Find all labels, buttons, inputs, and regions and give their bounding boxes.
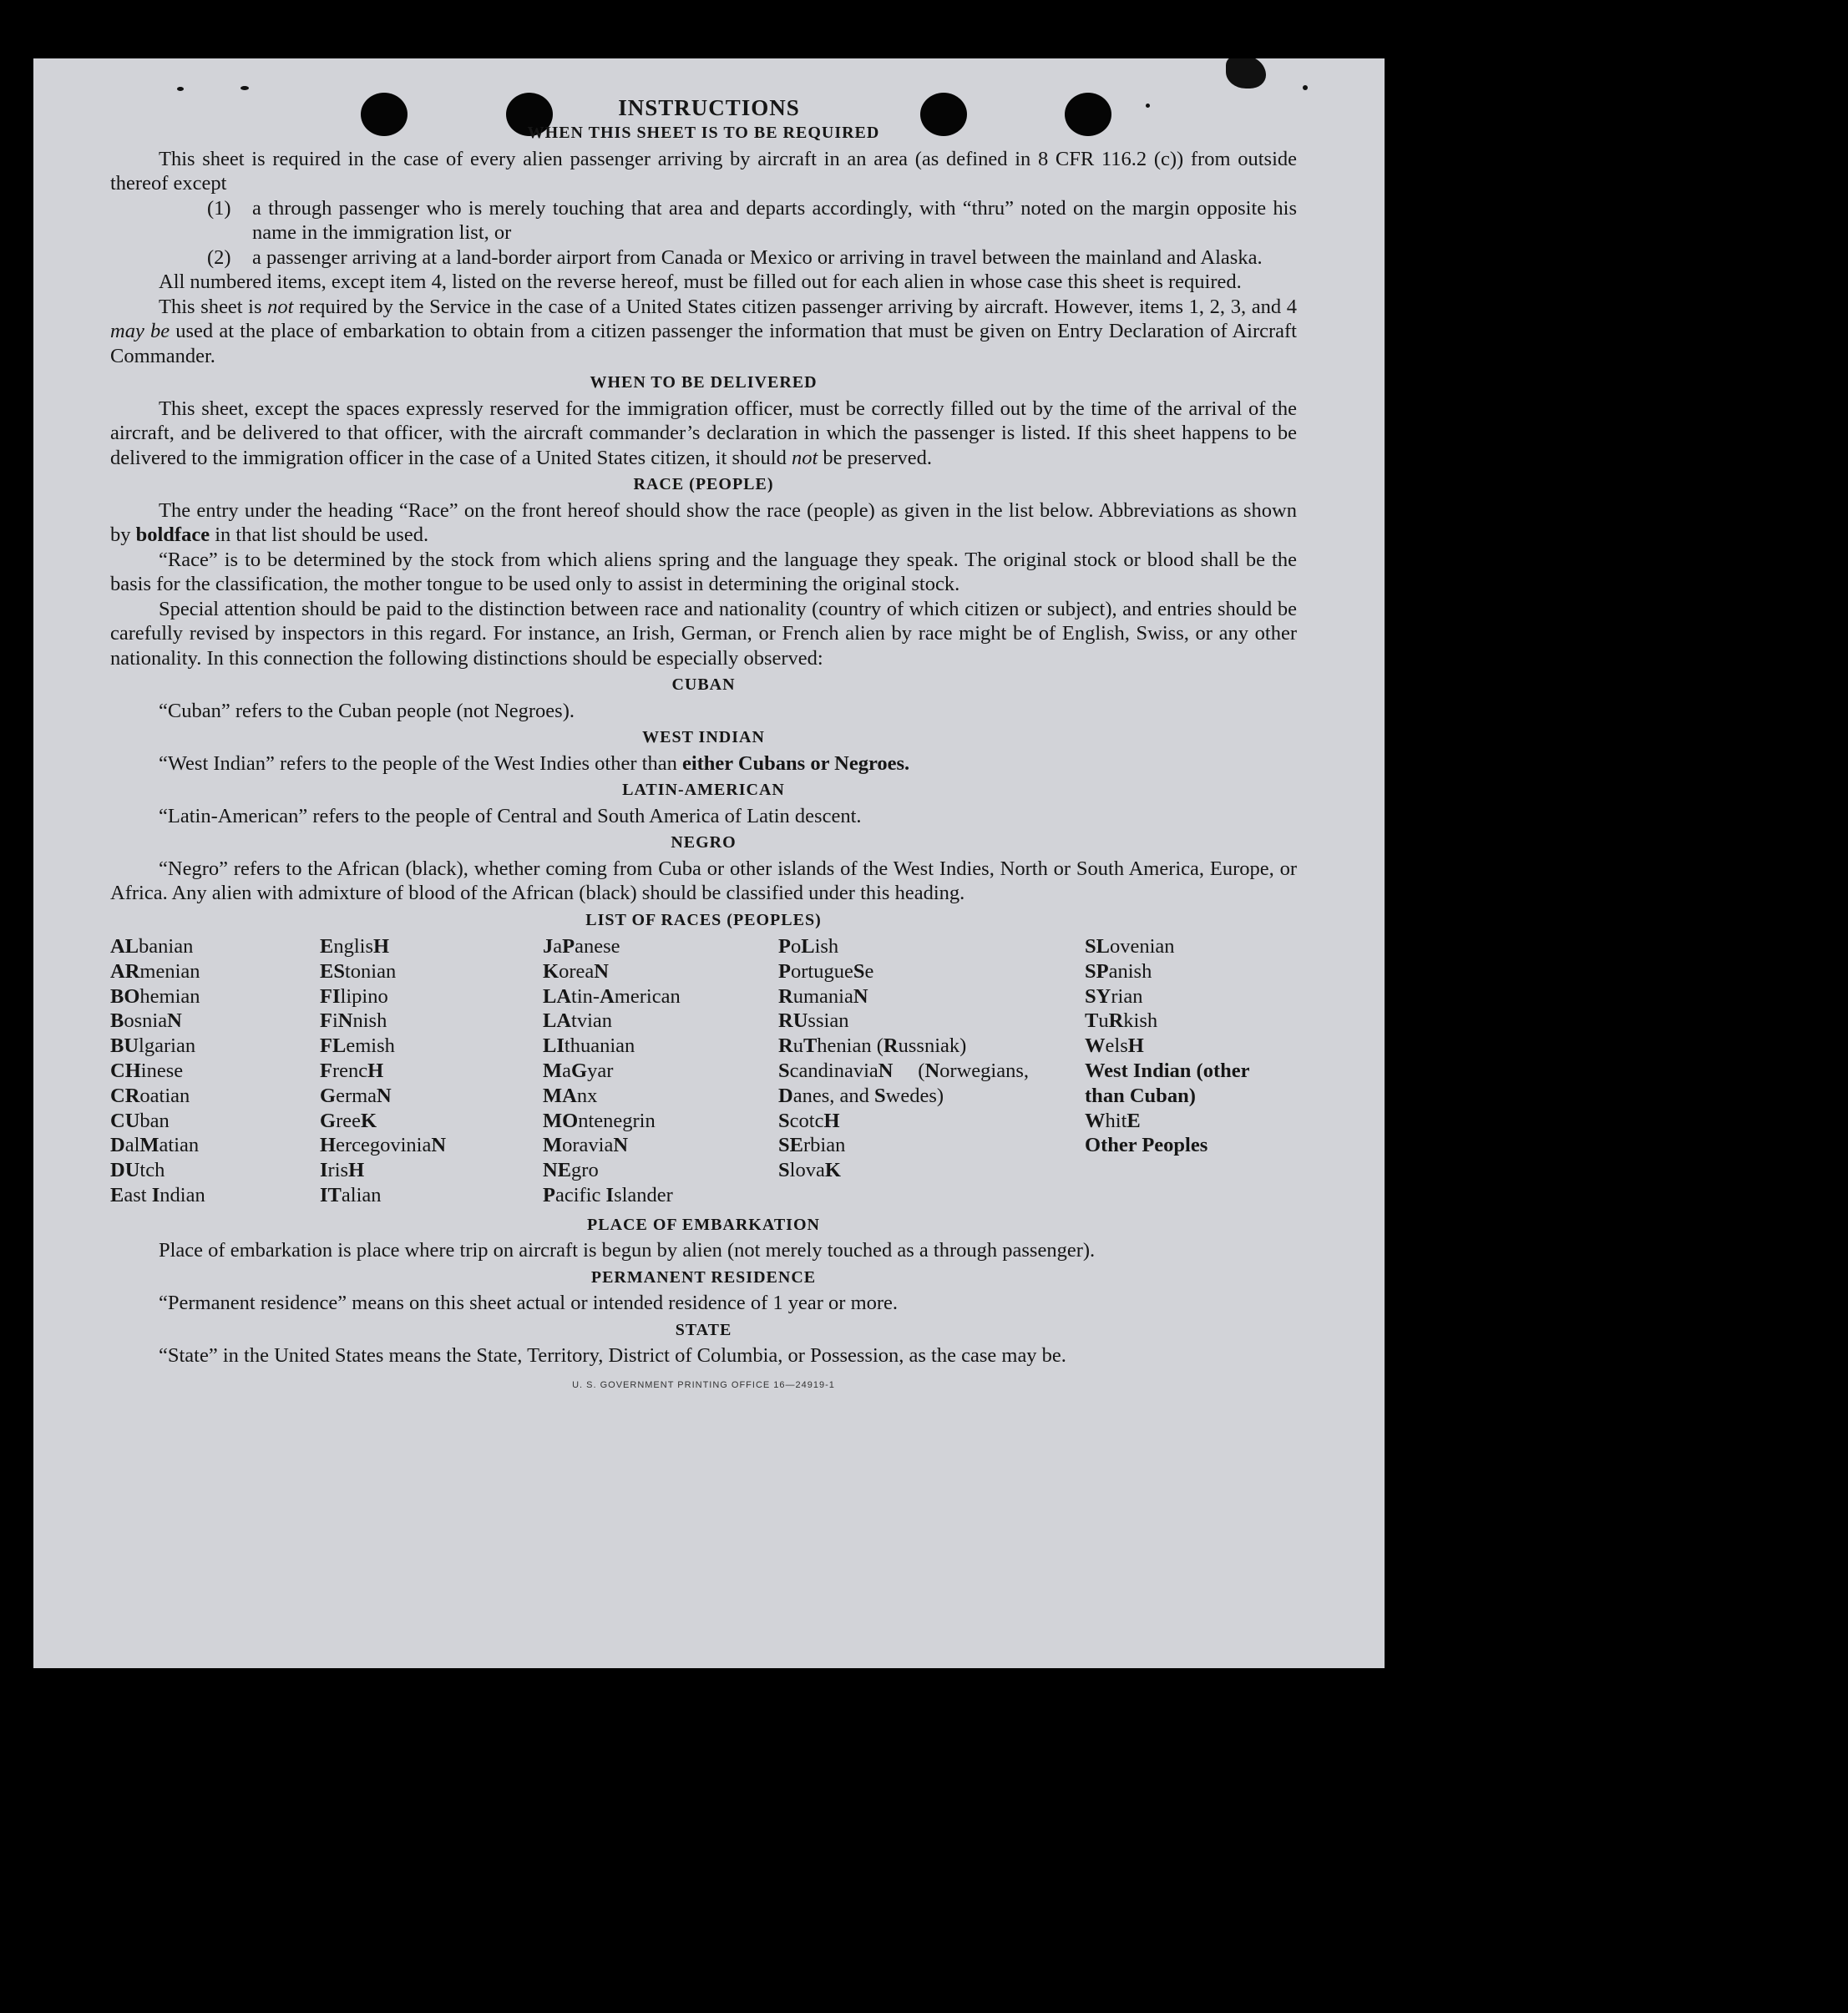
abbrev-letter: E	[110, 1183, 124, 1206]
abbrev-letter: H	[348, 1159, 365, 1182]
abbrev-letter: S	[874, 1084, 886, 1107]
race-entry: PoLish	[778, 935, 839, 958]
abbrev-letter: U	[124, 1159, 140, 1182]
abbrev-letter: E	[789, 1134, 803, 1157]
section-heading: LIST OF RACES (PEOPLES)	[585, 910, 822, 929]
abbrev-letter: U	[792, 1009, 808, 1033]
abbrev-letter: R	[124, 959, 140, 983]
race-entry: MaGyar	[543, 1059, 614, 1082]
race-entry: LIthuanian	[543, 1034, 635, 1058]
tear-mark	[1226, 58, 1266, 89]
abbrev-letter: S	[778, 1134, 790, 1157]
abbrev-letter: N	[853, 984, 868, 1008]
race-entry: East Indian	[110, 1183, 205, 1206]
text-run: in that list should be used.	[210, 523, 429, 546]
races-column	[543, 934, 778, 1208]
abbrev-letter: P	[778, 959, 791, 983]
race-entry: EnglisH	[320, 935, 390, 958]
text-run: The entry under the heading “Race” on the front hereof should show the race (people) as given in the list below. Abbreviations as shown by	[110, 498, 1297, 546]
paragraph	[110, 295, 1297, 369]
race-entry: West Indian (other than Cuban)	[1085, 1059, 1250, 1107]
race-entry: FiNnish	[320, 1009, 387, 1033]
abbrev-letter: A	[110, 935, 125, 958]
bold-run: either Cubans or Negroes.	[681, 751, 910, 775]
race-entry: SPanish	[1085, 959, 1152, 983]
race-entry: WhitE	[1085, 1109, 1141, 1132]
race-entry: FIlipino	[320, 984, 388, 1008]
paragraph	[110, 397, 1297, 471]
abbrev-letter: L	[124, 935, 139, 958]
section-heading: PLACE OF EMBARKATION	[587, 1215, 820, 1234]
paragraph	[110, 751, 1297, 776]
abbrev-letter: H	[1127, 1034, 1144, 1058]
race-entry: SYrian	[1085, 984, 1143, 1008]
race-entry: ITalian	[320, 1183, 382, 1206]
abbrev-letter: C	[1129, 1084, 1145, 1107]
section-heading: WEST INDIAN	[642, 728, 765, 746]
abbrev-letter: S	[1085, 959, 1096, 983]
race-entry: MAnx	[543, 1084, 598, 1107]
abbrev-letter: N	[878, 1059, 894, 1082]
race-entry: PortugueSe	[778, 959, 874, 983]
race-entry: IrisH	[320, 1159, 365, 1182]
race-entry: MOntenegrin	[543, 1109, 656, 1132]
section-heading: RACE (PEOPLE)	[633, 475, 774, 493]
abbrev-letter: C	[110, 1109, 125, 1132]
section-heading: WHEN THIS SHEET IS TO BE REQUIRED	[527, 124, 880, 142]
abbrev-letter: S	[333, 959, 345, 983]
abbrev-letter: R	[883, 1034, 899, 1058]
race-entry: SlovaK	[778, 1159, 841, 1182]
abbrev-letter: P	[562, 935, 575, 958]
abbrev-letter: D	[778, 1084, 793, 1107]
abbrev-letter: U	[124, 1034, 139, 1058]
abbrev-letter: D	[110, 1159, 125, 1182]
abbrev-letter: S	[853, 959, 865, 983]
exception-item	[110, 196, 1297, 245]
race-entry: KoreaN	[543, 959, 609, 983]
abbrev-letter: N	[594, 959, 609, 983]
abbrev-letter: N	[167, 1009, 182, 1033]
abbrev-letter: R	[124, 1084, 140, 1107]
abbrev-letter: P	[1096, 959, 1109, 983]
race-entry: LAtvian	[543, 1009, 613, 1033]
race-entry: ARmenian	[110, 959, 200, 983]
abbrev-letter: S	[778, 1059, 790, 1082]
page-title: INSTRUCTIONS	[618, 95, 800, 120]
paragraph	[110, 498, 1297, 548]
abbrev-letter: R	[1108, 1009, 1124, 1033]
race-entry: SLovenian	[1085, 935, 1175, 958]
race-entry: Other Peoples	[1085, 1134, 1208, 1157]
section-heading: WHEN TO BE DELIVERED	[590, 373, 818, 392]
section-heading: CUBAN	[671, 675, 736, 694]
section-heading: PERMANENT RESIDENCE	[590, 1267, 817, 1287]
text-run: required by the Service in the case of a United States citizen passenger arriving by aircraft. However, items 1, 2, 3, and 4	[293, 295, 1297, 318]
emphasis: may be	[110, 320, 170, 342]
abbrev-letter: A	[110, 959, 125, 983]
abbrev-letter: F	[320, 1009, 332, 1033]
abbrev-letter: I	[151, 1183, 160, 1206]
abbrev-letter: A	[556, 1009, 572, 1033]
race-entry: NEgro	[543, 1159, 599, 1182]
text-run: used at the place of embarkation to obtain from a citizen passenger the information that must be given on Entry Declaration of Aircraft Commander.	[110, 320, 1297, 367]
race-entry: JaPanese	[543, 935, 620, 958]
races-column	[320, 934, 543, 1208]
section-heading: NEGRO	[671, 833, 737, 852]
abbrev-letter: T	[1085, 1009, 1099, 1033]
exception-item	[110, 245, 1297, 271]
race-entry: BUlgarian	[110, 1034, 196, 1058]
abbrev-letter: C	[110, 1084, 125, 1107]
race-entry: GermaN	[320, 1084, 392, 1107]
races-column	[110, 934, 320, 1208]
abbrev-letter: O	[562, 1109, 579, 1132]
abbrev-letter: G	[320, 1084, 337, 1107]
abbrev-letter: M	[543, 1134, 563, 1157]
bold-word: boldface	[135, 523, 210, 546]
printer-imprint: U. S. GOVERNMENT PRINTING OFFICE 16—24919-1	[572, 1379, 835, 1390]
text-run: “West Indian” refers to the people of the West Indies other than	[159, 751, 682, 775]
race-entry: ScandinaviaN (Norwegians, Danes, and Swedes)	[778, 1059, 1029, 1107]
abbrev-letter: N	[431, 1134, 447, 1157]
race-entry: BosniaN	[110, 1009, 182, 1033]
race-entry: RumaniaN	[778, 984, 868, 1008]
abbrev-letter: N	[337, 1009, 353, 1033]
text-run: be preserved.	[818, 446, 933, 469]
abbrev-letter: H	[823, 1109, 840, 1132]
paragraph: “Race” is to be determined by the stock from which aliens spring and the language they speak. The original stock or blood shall be the basis for the classification, the mother tongue to be used only to assist in determining the original stock.	[110, 548, 1297, 595]
abbrev-letter: U	[124, 1109, 140, 1132]
abbrev-letter: M	[543, 1059, 563, 1082]
abbrev-letter: R	[778, 1034, 793, 1058]
item-number: (2)	[207, 245, 231, 269]
abbrev-letter: H	[373, 935, 390, 958]
race-entry: LAtin-American	[543, 984, 681, 1008]
paragraph: “Latin-American” refers to the people of Central and South America of Latin descent.	[159, 804, 862, 827]
paragraph: All numbered items, except item 4, listed on the reverse hereof, must be filled out for each alien in whose case this sheet is required.	[159, 271, 1242, 293]
abbrev-letter: I	[332, 984, 341, 1008]
abbrev-letter: W	[1085, 1059, 1105, 1082]
race-entry: MoraviaN	[543, 1134, 629, 1157]
abbrev-letter: S	[778, 1159, 790, 1182]
abbrev-letter: A	[562, 1084, 577, 1107]
abbrev-letter: P	[778, 935, 791, 958]
paragraph: This sheet is required in the case of every alien passenger arriving by aircraft in an area (as defined in 8 CFR 116.2 (c)) from outside thereof except	[110, 147, 1297, 195]
abbrev-letter: J	[543, 935, 554, 958]
abbrev-letter: I	[1132, 1059, 1142, 1082]
abbrev-letter: T	[802, 1034, 818, 1058]
abbrev-letter: E	[557, 1159, 572, 1182]
race-entry: FLemish	[320, 1034, 395, 1058]
race-entry: EStonian	[320, 959, 397, 983]
abbrev-letter: E	[1127, 1109, 1141, 1132]
abbrev-letter: F	[320, 1059, 332, 1082]
abbrev-letter: M	[543, 1084, 563, 1107]
abbrev-letter: H	[124, 1059, 141, 1082]
race-entry: DalMatian	[110, 1134, 200, 1157]
abbrev-letter: N	[377, 1084, 392, 1107]
race-entry: CUban	[110, 1109, 170, 1132]
race-entry: CRoatian	[110, 1084, 190, 1107]
abbrev-letter: I	[320, 1159, 328, 1182]
abbrev-letter: A	[556, 984, 572, 1008]
emphasis: not	[267, 295, 294, 318]
races-column	[1085, 934, 1297, 1208]
abbrev-letter: S	[778, 1109, 790, 1132]
abbrev-letter: B	[110, 984, 124, 1008]
paragraph: “Permanent residence” means on this sheet actual or intended residence of 1 year or more.	[159, 1292, 899, 1315]
race-entry: TuRkish	[1085, 1009, 1158, 1033]
race-entry: CHinese	[110, 1059, 184, 1082]
item-number: (1)	[207, 196, 231, 220]
abbrev-letter: K	[360, 1109, 377, 1132]
abbrev-letter: I	[556, 1034, 565, 1058]
abbrev-letter: M	[139, 1134, 159, 1157]
abbrev-letter: F	[320, 1034, 332, 1058]
emphasis: not	[791, 446, 818, 469]
paragraph: “Negro” refers to the African (black), whether coming from Cuba or other islands of the West Indies, North or South America, Europe, or Africa. Any alien with admixture of blood of the African (black) should be classified under this heading.	[110, 857, 1297, 904]
race-entry: RUssian	[778, 1009, 849, 1033]
abbrev-letter: R	[778, 1009, 793, 1033]
race-entry: FrencH	[320, 1059, 384, 1082]
race-entry: GreeK	[320, 1109, 377, 1132]
abbrev-letter: W	[1085, 1109, 1106, 1132]
abbrev-letter: S	[1085, 984, 1096, 1008]
paragraph: “State” in the United States means the State, Territory, District of Columbia, or Possession, as the case may be.	[159, 1344, 1066, 1368]
abbrev-letter: I	[320, 1183, 328, 1206]
speck	[1303, 85, 1308, 90]
abbrev-letter: E	[320, 935, 334, 958]
abbrev-letter: K	[824, 1159, 841, 1182]
abbrev-letter: K	[543, 959, 559, 983]
abbrev-letter: B	[110, 1034, 124, 1058]
document-sheet	[33, 58, 1385, 1668]
abbrev-letter: Y	[1096, 984, 1111, 1008]
race-entry: HercegoviniaN	[320, 1134, 447, 1157]
abbrev-letter: G	[320, 1109, 337, 1132]
abbrev-letter: A	[600, 984, 615, 1008]
abbrev-letter: L	[543, 1034, 557, 1058]
abbrev-letter: L	[332, 1034, 347, 1058]
abbrev-letter: F	[320, 984, 332, 1008]
abbrev-letter: H	[320, 1134, 337, 1157]
abbrev-letter: H	[367, 1059, 384, 1082]
abbrev-letter: N	[543, 1159, 558, 1182]
abbrev-letter: E	[320, 959, 334, 983]
race-entry: SErbian	[778, 1134, 846, 1157]
section-heading: LATIN-AMERICAN	[622, 781, 785, 799]
abbrev-letter: D	[110, 1134, 125, 1157]
item-text: a through passenger who is merely touching that area and departs accordingly, with “thru” noted on the margin opposite his name in the immigration list, or	[252, 196, 1297, 244]
race-entry: DUtch	[110, 1159, 165, 1182]
text-run: This sheet is	[159, 295, 268, 318]
abbrev-letter: P	[1142, 1134, 1155, 1157]
abbrev-letter: P	[543, 1183, 555, 1206]
races-column	[778, 934, 1085, 1208]
abbrev-letter: T	[327, 1183, 342, 1206]
abbrev-letter: C	[110, 1059, 125, 1082]
abbrev-letter: I	[605, 1183, 615, 1206]
race-entry: RuThenian (Russniak)	[778, 1034, 967, 1058]
speck	[240, 86, 249, 90]
abbrev-letter: L	[801, 935, 815, 958]
abbrev-letter: W	[1085, 1034, 1106, 1058]
abbrev-letter: O	[1085, 1134, 1101, 1157]
abbrev-letter: L	[543, 984, 557, 1008]
race-entry: ALbanian	[110, 935, 194, 958]
race-entry: Pacific Islander	[543, 1183, 673, 1206]
abbrev-letter: G	[571, 1059, 588, 1082]
abbrev-letter: N	[613, 1134, 629, 1157]
abbrev-letter: N	[924, 1059, 940, 1082]
race-entry: BOhemian	[110, 984, 200, 1008]
race-entry: WelsH	[1085, 1034, 1144, 1058]
text-run: This sheet, except the spaces expressly reserved for the immigration officer, must be correctly filled out by the time of the arrival of the aircraft, and be delivered to that officer, with the aircraft commander’s declaration in which the passenger is listed. If this sheet happens to be delivered to the immigration officer in the case of a United States citizen, it should	[110, 397, 1297, 469]
abbrev-letter: M	[543, 1109, 563, 1132]
section-heading: STATE	[675, 1320, 732, 1339]
paragraph: “Cuban” refers to the Cuban people (not Negroes).	[159, 699, 575, 722]
abbrev-letter: R	[778, 984, 793, 1008]
instructions-body	[110, 119, 1297, 1398]
abbrev-letter: L	[1096, 935, 1110, 958]
race-entry: ScotcH	[778, 1109, 840, 1132]
speck	[177, 87, 184, 91]
abbrev-letter: O	[124, 984, 140, 1008]
abbrev-letter: B	[110, 1009, 124, 1033]
paragraph: Special attention should be paid to the distinction between race and nationality (country of which citizen or subject), and entries should be carefully revised by inspectors in this regard. For instance, an Irish, German, or French alien by race might be of English, Swiss, or any other nationality. In this connection the following distinctions should be especially observed:	[110, 597, 1297, 670]
races-list	[110, 934, 1297, 1208]
item-text: a passenger arriving at a land-border airport from Canada or Mexico or arriving in travel between the mainland and Alaska.	[252, 245, 1263, 269]
abbrev-letter: S	[1085, 935, 1096, 958]
paragraph: Place of embarkation is place where trip on aircraft is begun by alien (not merely touched as a through passenger).	[159, 1239, 1096, 1262]
abbrev-letter: L	[543, 1009, 557, 1033]
